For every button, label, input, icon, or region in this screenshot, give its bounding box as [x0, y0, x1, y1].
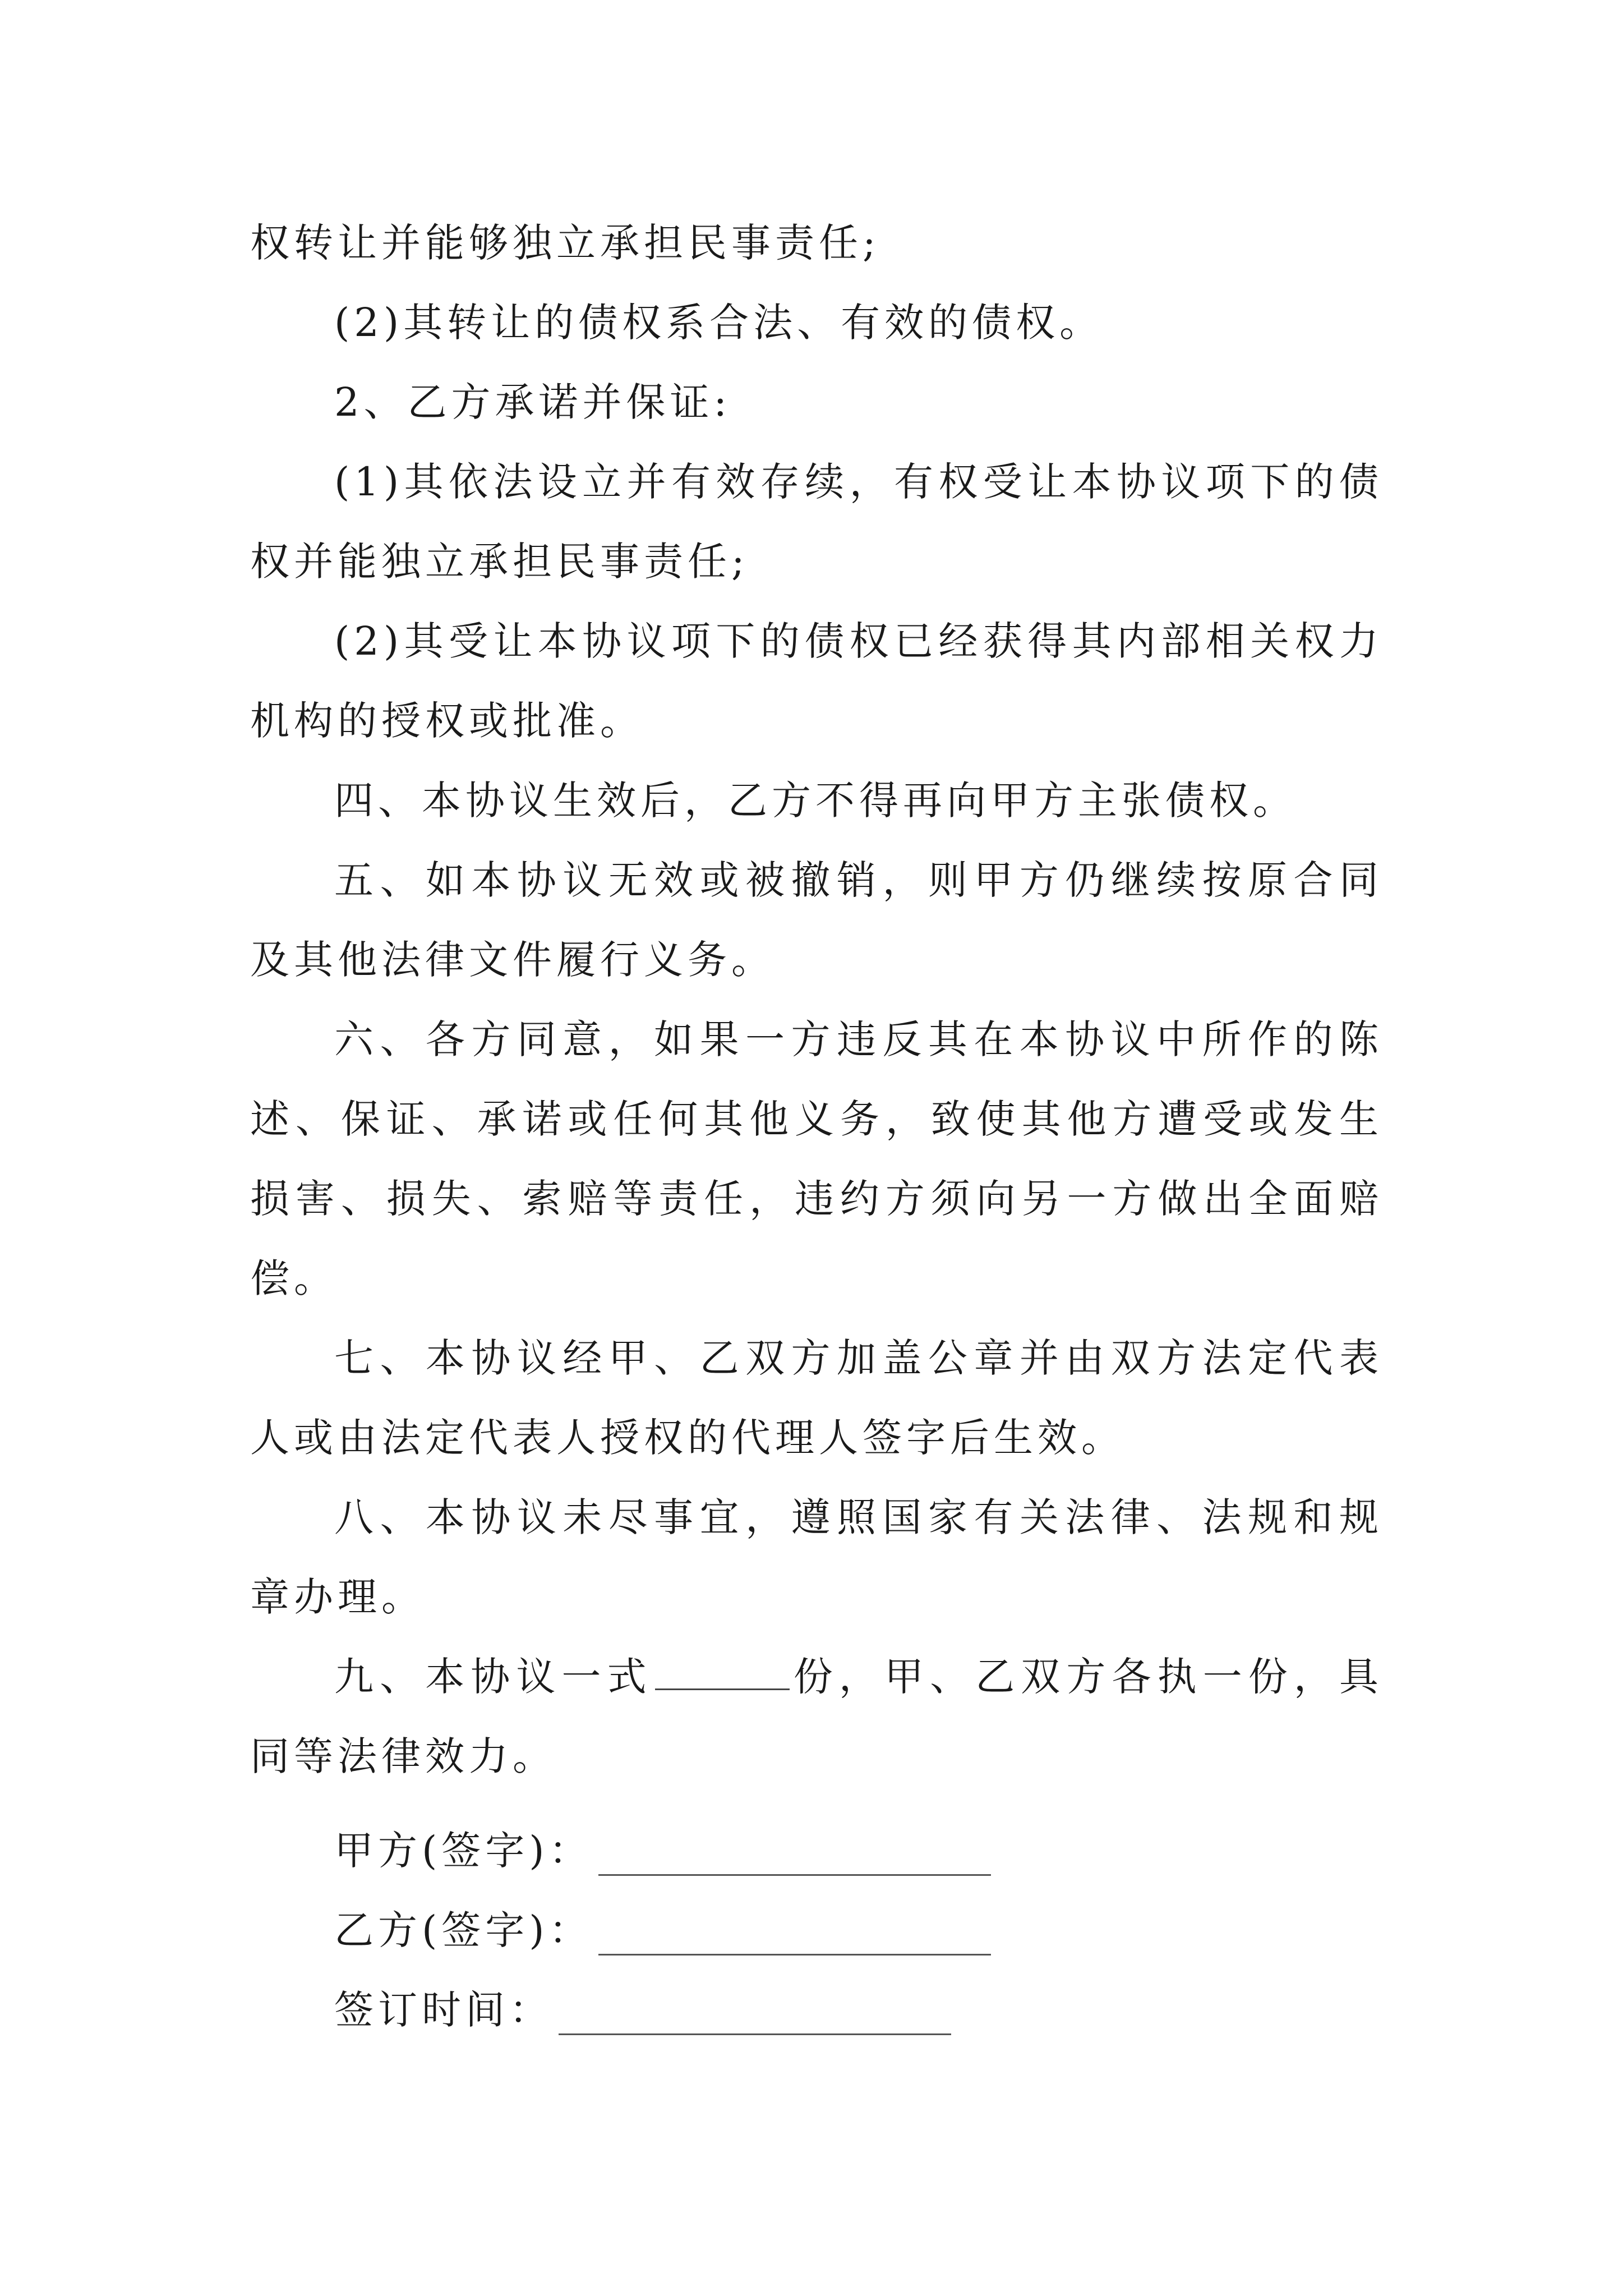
copies-count-blank[interactable]	[655, 1655, 790, 1690]
party-a-signature-row	[250, 1796, 1383, 1876]
paragraph-party-b-authorized: (2)其受让本协议项下的债权已经获得其内部相关权力机构的授权或批准。	[250, 618, 1383, 744]
clause-seven: 七、本协议经甲、乙双方加盖公章并由双方法定代表人或由法定代表人授权的代理人签字后生效。	[250, 1335, 1383, 1461]
clause-five: 五、如本协议无效或被撤销，则甲方仍继续按原合同及其他法律文件履行义务。	[250, 857, 1383, 983]
clause-eight: 八、本协议未尽事宜，遵照国家有关法律、法规和规章办理。	[250, 1494, 1383, 1620]
clause-nine	[250, 1637, 1383, 1796]
paragraph-party-b-established: (1)其依法设立并有效存续，有权受让本协议项下的债权并能独立承担民事责任;	[250, 459, 1383, 585]
clause-six: 六、各方同意，如果一方违反其在本协议中所作的陈述、保证、承诺或任何其他义务，致使其他方遭受或发生损害、损失、索赔等责任，违约方须向另一方做出全面赔偿。	[250, 1016, 1383, 1301]
party-b-signature-blank[interactable]	[598, 1917, 991, 1955]
clause-nine-prefix: 九、本协议一式	[334, 1654, 653, 1700]
party-b-signature-row	[250, 1876, 1383, 1955]
party-a-signature-label: 甲方(签字)：	[334, 1828, 593, 1874]
clause-nine-suffix: 份，甲、乙双方各执一份，具同等法律效力。	[250, 1654, 1384, 1779]
signing-date-row	[250, 1955, 1383, 2035]
clause-four: 四、本协议生效后，乙方不得再向甲方主张债权。	[334, 777, 1297, 823]
paragraph-transfer-valid: (2)其转让的债权系合法、有效的债权。	[334, 300, 1104, 346]
signing-date-label: 签订时间：	[334, 1987, 553, 2033]
agreement-body	[250, 203, 1383, 2035]
paragraph-party-b-promise: 2、乙方承诺并保证:	[334, 379, 732, 425]
party-a-signature-blank[interactable]	[598, 1837, 991, 1876]
party-b-signature-label: 乙方(签字)：	[334, 1907, 593, 1953]
signing-date-blank[interactable]	[559, 1996, 951, 2035]
paragraph-rights-transfer-cont: 权转让并能够独立承担民事责任;	[250, 220, 880, 266]
